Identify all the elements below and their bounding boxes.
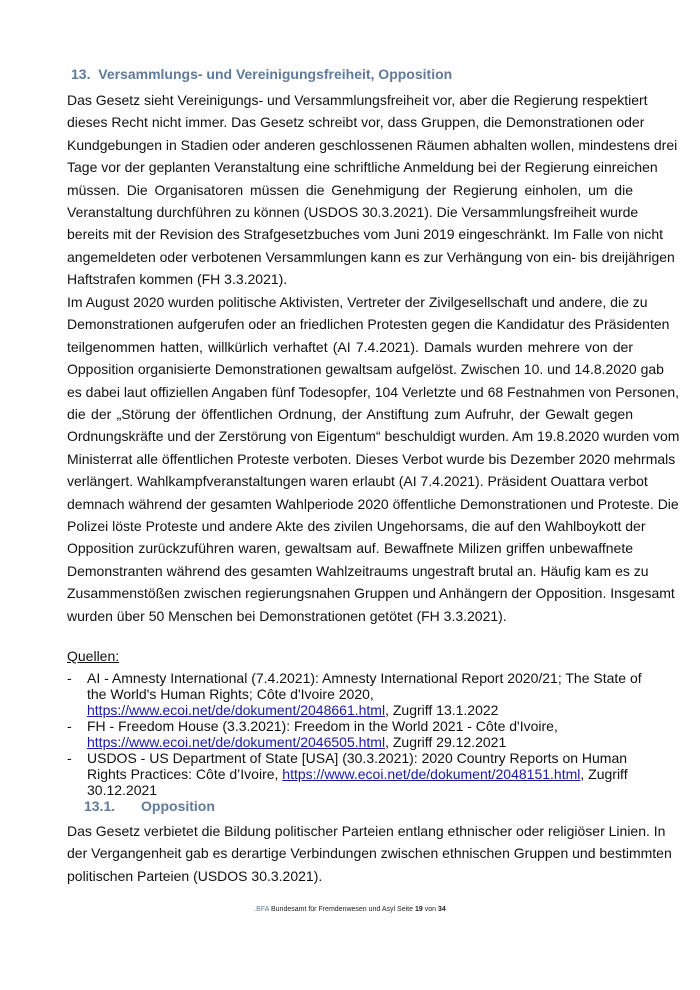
section-heading-13: [71, 66, 452, 82]
text-line: es dabei laut offiziellen Angaben fünf Todesopfer, 104 Verletzte und 68 Festnahmen von Personen,: [67, 383, 680, 400]
page-number: 19: [414, 906, 423, 913]
source-item: [67, 670, 647, 718]
text-line: demnach während der gesamten Wahlperiode 2020 öffentliche Demonstrationen und Proteste. Die: [67, 495, 679, 512]
list-dash: -: [67, 718, 72, 734]
footer-text: Bundesamt für Fremdenwesen und Asyl Seite: [270, 906, 414, 913]
bfa-logo: .BFA: [254, 906, 270, 913]
source-item: [67, 750, 647, 798]
source-item: [67, 718, 647, 750]
text-line: die der „Störung der öffentlichen Ordnung, der Anstiftung zum Aufruhr, der Gewalt gegen: [67, 406, 633, 423]
page-total: 34: [437, 906, 446, 913]
text-line: Demonstrationen aufgerufen oder an friedlichen Protesten gegen die Kandidatur des Präsidenten: [67, 316, 670, 333]
text-line: politischen Parteien (USDOS 30.3.2021).: [67, 867, 323, 884]
text-line: der Vergangenheit gab es derartige Verbindungen zwischen ethnischen Gruppen und bestimmten: [67, 845, 672, 862]
sources-list: [67, 648, 647, 798]
text-line: Tage vor der geplanten Veranstaltung eine schriftliche Anmeldung bei der Regierung einreichen: [67, 159, 658, 176]
text-line: Opposition organisierte Demonstrationen gewaltsam aufgelöst. Zwischen 10. und 14.8.2020 gab: [67, 361, 664, 378]
text-line: teilgenommen hatten, willkürlich verhaftet (AI 7.4.2021). Damals wurden mehrere von der: [67, 338, 633, 355]
text-line: wurden über 50 Menschen bei Demonstrationen getötet (FH 3.3.2021).: [67, 607, 507, 624]
section-title: Opposition: [141, 798, 215, 814]
text-line: Ordnungskräfte und der Zerstörung von Eigentum“ beschuldigt wurden. Am 19.8.2020 wurden vom: [67, 428, 680, 445]
source-access: , Zugriff 29.12.2021: [385, 734, 507, 750]
text-line: Ministerrat alle öffentlichen Proteste verboten. Dieses Verbot wurde bis Dezember 2020 mehrmals: [67, 450, 676, 467]
text-line: Zusammenstößen zwischen regierungsnahen Gruppen und Anhängern der Opposition. Insgesamt: [67, 585, 675, 602]
text-line: Polizei löste Proteste und andere Akte des zivilen Ungehorsams, die auf den Wahlboykott der: [67, 518, 646, 535]
text-line: Veranstaltung durchführen zu können (USDOS 30.3.2021). Die Versammlungsfreiheit wurde: [67, 204, 639, 221]
text-line: Opposition zurückzuführen waren, gewaltsam auf. Bewaffnete Milizen griffen unbewaffnete: [67, 540, 633, 557]
source-link[interactable]: https://www.ecoi.net/de/dokument/2046505.html: [87, 734, 386, 750]
paragraph-opposition: [67, 820, 672, 887]
sources-title: Quellen:: [67, 648, 120, 664]
source-access: , Zugriff 30.12.2021: [87, 766, 628, 798]
source-link[interactable]: https://www.ecoi.net/de/dokument/2048151.html: [282, 766, 581, 782]
source-text: USDOS - US Department of State [USA] (30.3.2021): 2020 Country Reports on Human Rights Practices: Côte d’Ivoire,: [87, 750, 628, 782]
text-line: Das Gesetz verbietet die Bildung politischer Parteien entlang ethnischer oder religiöser Linien. In: [67, 823, 666, 839]
text-line: Kundgebungen in Stadien oder anderen geschlossenen Räumen abhalten wollen, mindestens drei: [67, 136, 678, 153]
text-line: angemeldeten oder verbotenen Versammlungen kann es zur Verhängung von ein- bis dreijährigen: [67, 248, 675, 265]
page-footer: [0, 906, 700, 913]
list-dash: -: [67, 750, 72, 766]
section-heading-13-1: [84, 798, 215, 814]
text-line: Das Gesetz sieht Vereinigungs- und Versammlungsfreiheit vor, aber die Regierung respektiert: [67, 92, 648, 108]
source-link[interactable]: https://www.ecoi.net/de/dokument/2048661.html: [87, 702, 386, 718]
text-line: Im August 2020 wurden politische Aktivisten, Vertreter der Zivilgesellschaft und andere, die zu: [67, 294, 648, 310]
paragraph-assembly-law: [67, 89, 678, 291]
source-access: , Zugriff 13.1.2022: [385, 702, 499, 718]
source-text: AI - Amnesty International (7.4.2021): Amnesty International Report 2020/21; The State of the World's Human Rights; Côte d'Ivoire 2020,: [87, 670, 642, 702]
section-title: Versammlungs- und Vereinigungsfreiheit, Opposition: [98, 66, 453, 82]
list-dash: -: [67, 670, 72, 686]
text-line: müssen. Die Organisatoren müssen die Genehmigung der Regierung einholen, um die: [67, 181, 633, 198]
text-line: dieses Recht nicht immer. Das Gesetz schreibt vor, dass Gruppen, die Demonstrationen oder: [67, 114, 645, 131]
section-number: 13.1.: [84, 798, 116, 814]
source-text: FH - Freedom House (3.3.2021): Freedom in the World 2021 - Côte d'Ivoire,: [87, 718, 558, 734]
text-line: verlängert. Wahlkampfveranstaltungen waren erlaubt (AI 7.4.2021). Präsident Ouattara verbot: [67, 473, 648, 490]
text-line: Haftstrafen kommen (FH 3.3.2021).: [67, 271, 288, 288]
text-line: bereits mit der Revision des Strafgesetzbuches vom Juni 2019 eingeschränkt. Im Falle von nicht: [67, 226, 664, 243]
footer-of: von: [424, 906, 437, 913]
paragraph-august-2020: [67, 291, 680, 627]
text-line: Demonstranten während des gesamten Wahlzeitraums ungestraft brutal an. Häufig kam es zu: [67, 562, 649, 579]
section-number: 13.: [71, 66, 91, 82]
